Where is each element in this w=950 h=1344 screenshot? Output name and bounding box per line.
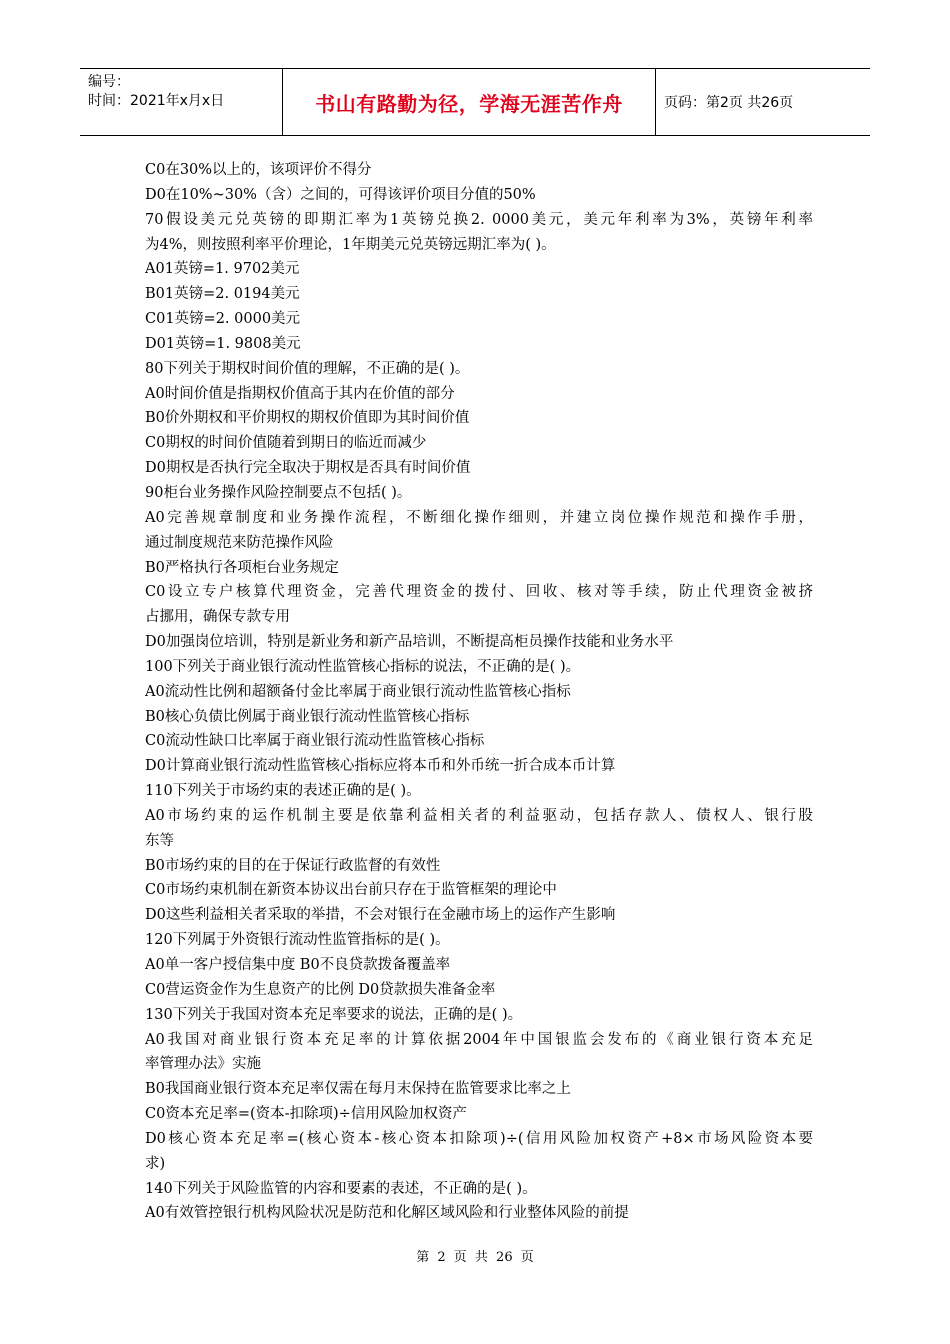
text-line: D0计算商业银行流动性监管核心指标应将本币和外币统一折合成本币计算 bbox=[145, 758, 616, 775]
text-line: C01英镑=2. 0000美元 bbox=[145, 311, 301, 328]
text-line: A01英镑=1. 9702美元 bbox=[145, 261, 300, 278]
text-line: C0期权的时间价值随着到期日的临近而减少 bbox=[145, 435, 427, 452]
text-line: C0流动性缺口比率属于商业银行流动性监管核心指标 bbox=[145, 733, 485, 750]
header-page-number: 页码：第2页 共26页 bbox=[664, 95, 794, 111]
text-line: 70假设美元兑英镑的即期汇率为1英镑兑换2. 0000美元，美元年利率为3%，英镑年利率 bbox=[145, 211, 813, 228]
text-line: C0营运资金作为生息资产的比例 D0贷款损失准备金率 bbox=[145, 981, 496, 998]
text-line: B01英镑=2. 0194美元 bbox=[145, 286, 300, 303]
document-date: 时间：2021年x月x日 bbox=[88, 93, 225, 109]
text-line: 率管理办法》实施 bbox=[145, 1056, 261, 1073]
text-line: C0市场约束机制在新资本协议出台前只存在于监管框架的理论中 bbox=[145, 882, 557, 899]
text-line: D0加强岗位培训，特别是新业务和新产品培训，不断提高柜员操作技能和业务水平 bbox=[145, 634, 674, 651]
text-line: C0资本充足率=(资本-扣除项)÷信用风险加权资产 bbox=[145, 1106, 467, 1123]
text-line: 120下列属于外资银行流动性监管指标的是( )。 bbox=[145, 932, 450, 949]
document-body bbox=[145, 158, 813, 1226]
text-line: 100下列关于商业银行流动性监管核心指标的说法，不正确的是( )。 bbox=[145, 658, 581, 675]
text-line: A0市场约束的运作机制主要是依靠利益相关者的利益驱动，包括存款人、债权人、银行股 bbox=[145, 807, 813, 824]
text-line: A0流动性比例和超额备付金比率属于商业银行流动性监管核心指标 bbox=[145, 683, 571, 700]
header-meta bbox=[80, 69, 282, 135]
text-line: 东等 bbox=[145, 832, 174, 849]
document-number: 编号： bbox=[88, 74, 130, 90]
text-line: 110下列关于市场约束的表述正确的是( )。 bbox=[145, 783, 421, 800]
text-line: D0核心资本充足率=(核心资本-核心资本扣除项)÷(信用风险加权资产+8×市场风险资本要 bbox=[145, 1130, 813, 1147]
text-line: 80下列关于期权时间价值的理解，不正确的是( )。 bbox=[145, 360, 470, 377]
page-header bbox=[80, 68, 870, 136]
text-line: 为4%，则按照利率平价理论，1年期美元兑英镑远期汇率为( )。 bbox=[145, 236, 556, 253]
text-line: C0在30%以上的，该项评价不得分 bbox=[145, 162, 372, 178]
text-line: A0单一客户授信集中度 B0不良贷款拨备覆盖率 bbox=[145, 957, 451, 973]
text-line: 140下列关于风险监管的内容和要素的表述，不正确的是( )。 bbox=[145, 1180, 537, 1197]
text-line: C0设立专户核算代理资金，完善代理资金的拨付、回收、核对等手续，防止代理资金被挤 bbox=[145, 584, 813, 601]
text-line: D0在10%~30%（含）之间的，可得该评价项目分值的50% bbox=[145, 186, 536, 203]
header-motto: 书山有路勤为径，学海无涯苦作舟 bbox=[315, 91, 623, 116]
text-line: B0严格执行各项柜台业务规定 bbox=[145, 559, 339, 576]
text-line: D0期权是否执行完全取决于期权是否具有时间价值 bbox=[145, 460, 471, 477]
text-line: D01英镑=1. 9808美元 bbox=[145, 335, 301, 352]
text-line: 占挪用，确保专款专用 bbox=[145, 609, 290, 626]
text-line: B0市场约束的目的在于保证行政监督的有效性 bbox=[145, 857, 441, 874]
text-line: D0这些利益相关者采取的举措，不会对银行在金融市场上的运作产生影响 bbox=[145, 907, 616, 924]
text-line: A0时间价值是指期权价值高于其内在价值的部分 bbox=[145, 385, 455, 402]
text-line: B0核心负债比例属于商业银行流动性监管核心指标 bbox=[145, 708, 470, 725]
text-line: 130下列关于我国对资本充足率要求的说法，正确的是( )。 bbox=[145, 1006, 523, 1023]
text-line: A0完善规章制度和业务操作流程，不断细化操作细则，并建立岗位操作规范和操作手册， bbox=[145, 509, 813, 526]
text-line: 90柜台业务操作风险控制要点不包括( )。 bbox=[145, 484, 412, 501]
header-page-cell bbox=[656, 69, 870, 135]
text-line: B0我国商业银行资本充足率仅需在每月末保持在监管要求比率之上 bbox=[145, 1081, 571, 1098]
text-line: B0价外期权和平价期权的期权价值即为其时间价值 bbox=[145, 410, 470, 427]
text-line: 求) bbox=[145, 1155, 166, 1172]
header-motto-cell bbox=[282, 69, 656, 135]
text-line: 通过制度规范来防范操作风险 bbox=[145, 534, 334, 551]
text-line: A0有效管控银行机构风险状况是防范和化解区域风险和行业整体风险的前提 bbox=[145, 1205, 629, 1222]
page-footer: 第 2 页 共 26 页 bbox=[416, 1250, 534, 1265]
text-line: A0我国对商业银行资本充足率的计算依据2004年中国银监会发布的《商业银行资本充足 bbox=[145, 1031, 813, 1048]
